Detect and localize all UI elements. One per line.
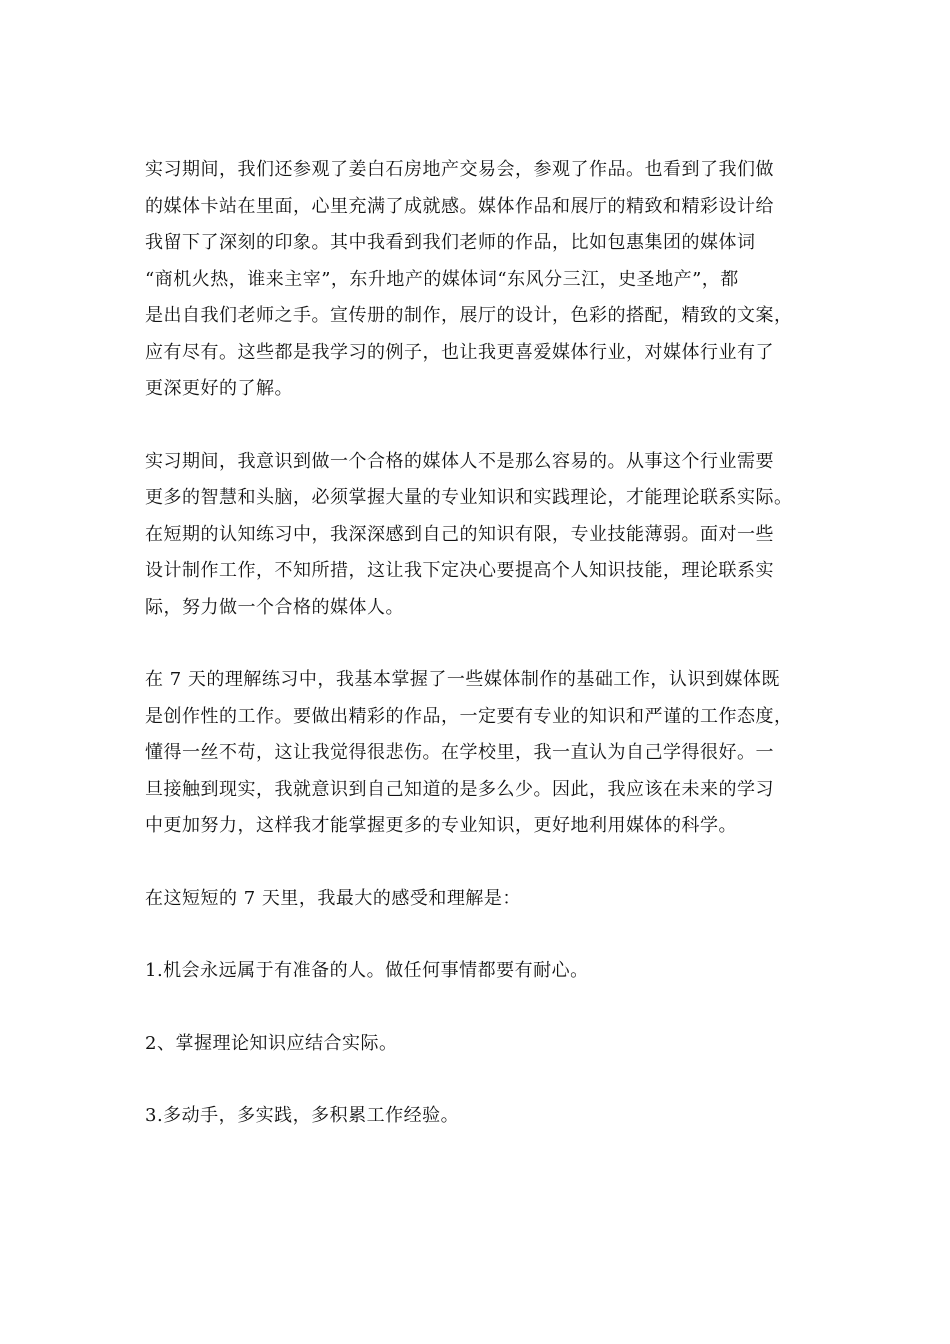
paragraph-spacer bbox=[145, 990, 805, 1026]
text-line: 是出自我们老师之手。宣传册的制作，展厅的设计，色彩的搭配，精致的文案， bbox=[145, 305, 793, 326]
text-line: 2、掌握理论知识应结合实际。 bbox=[145, 1032, 398, 1054]
text-line: 际，努力做一个合格的媒体人。 bbox=[145, 596, 404, 618]
text-line: 实习期间，我们还参观了姜白石房地产交易会，参观了作品。也看到了我们做 bbox=[145, 159, 774, 180]
paragraph-spacer bbox=[145, 626, 805, 662]
text-line: 懂得一丝不苟，这让我觉得很悲伤。在学校里，我一直认为自己学得很好。一 bbox=[145, 742, 774, 763]
text-line: 在这短短的 7 天里，我最大的感受和理解是： bbox=[145, 887, 521, 909]
text-line: 是创作性的工作。要做出精彩的作品，一定要有专业的知识和严谨的工作态度， bbox=[145, 705, 793, 727]
paragraph-spacer bbox=[145, 917, 805, 953]
list-item-1 bbox=[145, 953, 805, 990]
paragraph-summary-intro bbox=[145, 881, 805, 918]
text-line: 我留下了深刻的印象。其中我看到我们老师的作品，比如包惠集团的媒体词 bbox=[145, 232, 756, 253]
text-line: 旦接触到现实，我就意识到自己知道的是多么少。因此，我应该在未来的学习 bbox=[145, 778, 774, 800]
text-line: 3.多动手，多实践，多积累工作经验。 bbox=[145, 1105, 460, 1126]
text-line: 实习期间，我意识到做一个合格的媒体人不是那么容易的。从事这个行业需要 bbox=[145, 450, 774, 472]
text-line: 中更加努力，这样我才能掌握更多的专业知识，更好地利用媒体的科学。 bbox=[145, 815, 737, 836]
document-body bbox=[145, 152, 805, 1135]
text-line: 在短期的认知练习中，我深深感到自己的知识有限，专业技能薄弱。面对一些 bbox=[145, 523, 774, 545]
text-line: 更多的智慧和头脑，必须掌握大量的专业知识和实践理论，才能理论联系实际。 bbox=[145, 487, 793, 508]
paragraph-spacer bbox=[145, 408, 805, 444]
text-line: 的媒体卡站在里面，心里充满了成就感。媒体作品和展厅的精致和精彩设计给 bbox=[145, 195, 774, 217]
text-line: 设计制作工作，不知所措，这让我下定决心要提高个人知识技能，理论联系实 bbox=[145, 560, 774, 581]
paragraph-qualified-media-person bbox=[145, 444, 805, 627]
paragraph-exhibition-visit bbox=[145, 152, 805, 408]
text-line: 1.机会永远属于有准备的人。做任何事情都要有耐心。 bbox=[145, 960, 589, 981]
paragraph-spacer bbox=[145, 1062, 805, 1098]
text-line: 更深更好的了解。 bbox=[145, 378, 293, 399]
paragraph-seven-day-practice bbox=[145, 662, 805, 845]
list-item-3 bbox=[145, 1098, 805, 1135]
text-line: “商机火热，谁来主宰”，东升地产的媒体词“东风分三江，史圣地产”，都 bbox=[145, 268, 739, 290]
text-line: 在 7 天的理解练习中，我基本掌握了一些媒体制作的基础工作，认识到媒体既 bbox=[145, 669, 780, 690]
list-item-2 bbox=[145, 1026, 805, 1063]
text-line: 应有尽有。这些都是我学习的例子，也让我更喜爱媒体行业，对媒体行业有了 bbox=[145, 341, 774, 363]
paragraph-spacer bbox=[145, 845, 805, 881]
